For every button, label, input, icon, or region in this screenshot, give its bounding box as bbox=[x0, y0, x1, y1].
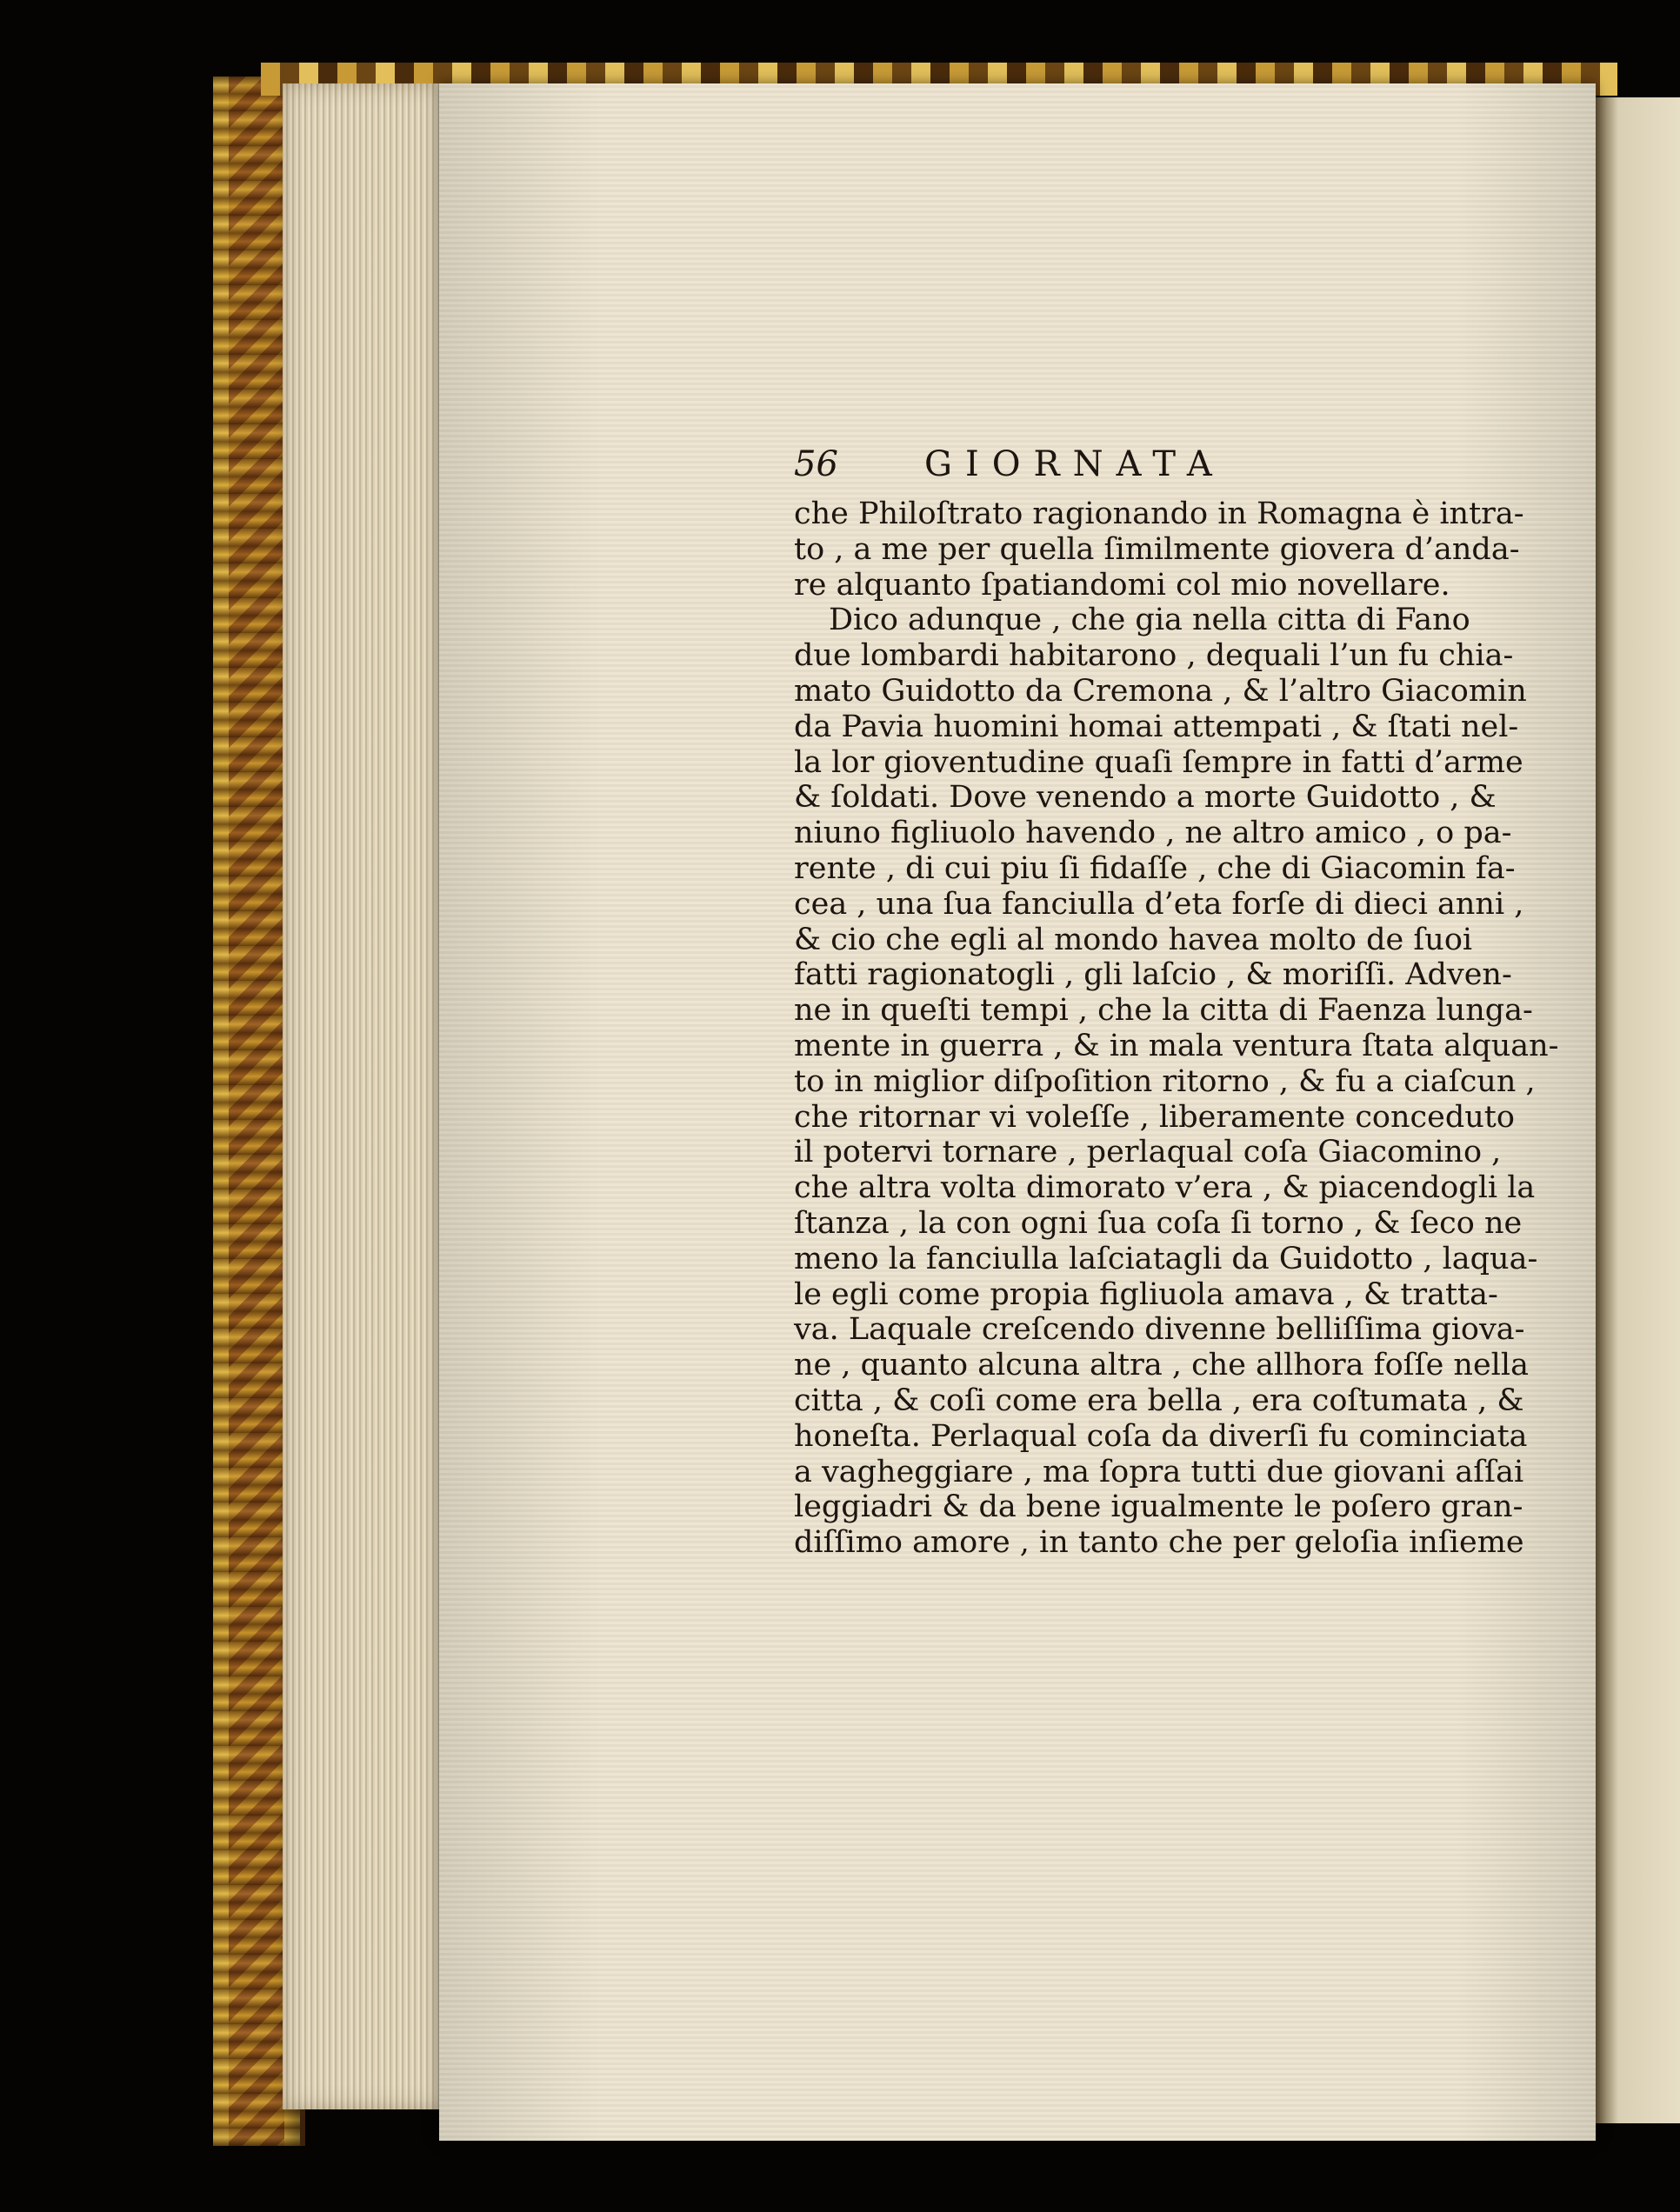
text-line: che ritornar vi voleſſe , liberamente conceduto bbox=[794, 1099, 1515, 1135]
body-text bbox=[794, 496, 1559, 1561]
text-line: che altra volta dimorato v’era , & piacendogli la bbox=[794, 1170, 1536, 1206]
text-line: diſſimo amore , in tanto che per geloſia inſieme bbox=[794, 1525, 1524, 1561]
text-line: le egli come propia figliuola amava , & tratta- bbox=[794, 1276, 1498, 1312]
text-line: a vagheggiare , ma ſopra tutti due giovani aſſai bbox=[794, 1454, 1524, 1489]
page-header bbox=[794, 443, 1455, 486]
text-line: il potervi tornare , perlaqual coſa Giacomino , bbox=[794, 1135, 1502, 1170]
text-line: leggiadri & da bene igualmente le poſero gran- bbox=[794, 1489, 1523, 1525]
text-line: meno la fanciulla laſciatagli da Guidotto , laqua- bbox=[794, 1241, 1538, 1276]
text-line: ne in queſti tempi , che la citta di Faenza lunga- bbox=[794, 993, 1533, 1029]
text-line: va. Laquale creſcendo divenne belliſſima giova- bbox=[794, 1312, 1525, 1348]
text-line: mente in guerra , & in mala ventura ſtata alquan- bbox=[794, 1028, 1559, 1063]
text-line: cea , una ſua fanciulla d’eta forſe di dieci anni , bbox=[794, 886, 1524, 922]
facing-page-edge bbox=[1596, 97, 1680, 2123]
text-line: da Pavia huomini homai attempati , & ſtati nel- bbox=[794, 709, 1519, 744]
text-line: to in miglior diſpoſition ritorno , & fu a ciaſcun , bbox=[794, 1063, 1536, 1099]
text-line: fatti ragionatogli , gli laſcio , & moriſſi. Adven- bbox=[794, 957, 1512, 993]
text-line: & cio che egli al mondo havea molto de ſuoi bbox=[794, 922, 1473, 957]
page-edges bbox=[283, 83, 448, 2109]
text-line: & ſoldati. Dove venendo a morte Guidotto , & bbox=[794, 780, 1497, 816]
page-number: 56 bbox=[794, 444, 838, 484]
text-line: Dico adunque , che gia nella citta di Fano bbox=[829, 603, 1470, 638]
text-line: citta , & coſi come era bella , era coſtumata , & bbox=[794, 1382, 1524, 1418]
text-line: niuno figliuolo havendo , ne altro amico , o pa- bbox=[794, 816, 1512, 851]
text-line: due lombardi habitarono , dequali l’un fu chia- bbox=[794, 638, 1514, 674]
text-line: la lor gioventudine quaſi ſempre in fatti d’arme bbox=[794, 744, 1523, 780]
text-line: re alquanto ſpatiandomi col mio novellare. bbox=[794, 567, 1450, 603]
text-line: ne , quanto alcuna altra , che allhora foſſe nella bbox=[794, 1348, 1529, 1383]
text-line: mato Guidotto da Cremona , & l’altro Giacomin bbox=[794, 673, 1527, 709]
text-line: honeſta. Perlaqual coſa da diverſi fu cominciata bbox=[794, 1418, 1528, 1454]
text-line: che Philoſtrato ragionando in Romagna è intra- bbox=[794, 496, 1524, 531]
running-head: GIORNATA bbox=[924, 444, 1225, 484]
text-line: ſtanza , la con ogni ſua coſa ſi torno , & ſeco ne bbox=[794, 1205, 1523, 1241]
text-line: rente , di cui piu ſi fidaſſe , che di Giacomin fa- bbox=[794, 850, 1516, 886]
text-line: to , a me per quella ſimilmente giovera d’anda- bbox=[794, 531, 1520, 567]
